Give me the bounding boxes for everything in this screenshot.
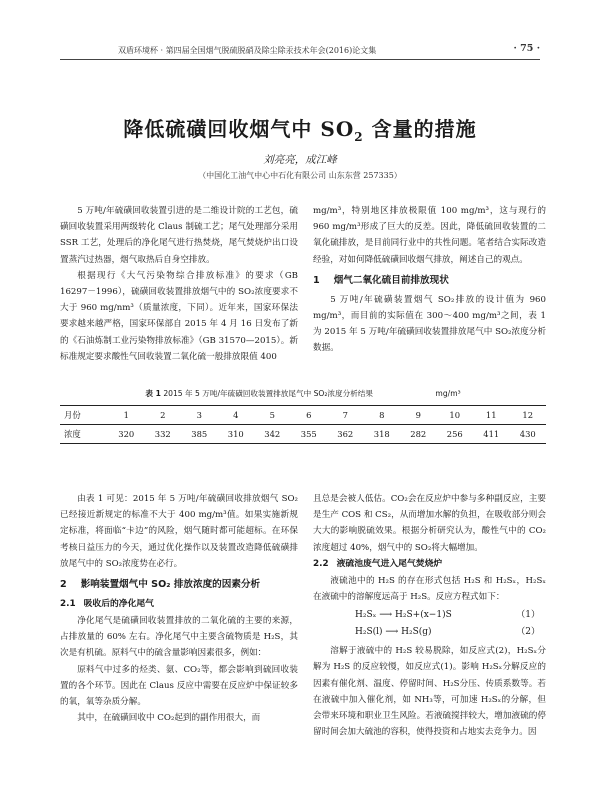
- paragraph: 净化尾气是硫磺回收装置排放的二氧化硫的主要的来源，占排放量的 60% 左右。净化尾气中主要含硫物质是 H₂S，其次是有机硫。原料气中的硫含量影响因素很多，例如：: [60, 616, 298, 659]
- paragraph: 其中，在硫磺回收中 CO₂起到的副作用很大，而: [77, 713, 261, 724]
- subsection-title: 液硫池废气进入尾气焚烧炉: [336, 558, 443, 569]
- section-number: 1: [313, 274, 320, 286]
- value-cell: 256: [446, 429, 463, 439]
- paper-title: [0, 113, 600, 144]
- month-cell: 9: [415, 410, 421, 420]
- equation-2: [313, 624, 546, 641]
- equation-number: （1）: [516, 610, 540, 621]
- page-number: · 75 ·: [513, 43, 540, 54]
- month-cell: 11: [485, 410, 497, 420]
- subsection-title: 吸收后的净化尾气: [83, 599, 154, 610]
- title-main: 降低硫磺回收烟气中 SO: [123, 117, 355, 141]
- title-subscript: 2: [354, 130, 364, 144]
- equation-expression: H₂Sₓ ⟶ H₂S+(x−1)S: [355, 610, 452, 621]
- value-cell: 320: [118, 429, 135, 439]
- value-cell: 362: [337, 429, 354, 439]
- title-tail: 含量的措施: [363, 117, 477, 141]
- header-rule: [60, 59, 540, 60]
- row-label-month: 月份: [64, 410, 81, 420]
- left-column-top: [60, 203, 298, 365]
- month-cell: 8: [379, 410, 385, 420]
- subsection-number: 2.2: [313, 558, 329, 569]
- affiliation: （中国化工油气中心中石化有限公司 山东东营 257335）: [198, 171, 402, 180]
- equation-expression: H₂S(l) ⟶ H₂S(g): [355, 627, 432, 638]
- section-title: 影响装置烟气中 SO₂ 排放浓度的因素分析: [80, 579, 261, 591]
- paragraph: 5 万吨/年硫磺装置烟气 SO₂排放的设计值为 960 mg/m³，而目前的实际值在 300～400 mg/m³之间，表 1 为 2015 年 5 万吨/年硫磺回收装置排放尾气中 SO₂浓度分析数据。: [313, 294, 546, 354]
- value-cell: 385: [191, 429, 208, 439]
- month-cell: 3: [196, 410, 202, 420]
- table-caption-text: 2015 年 5 万吨/年硫磺回收装置排放尾气中 SO₂浓度分析结果: [163, 389, 373, 398]
- paragraph: 液硫池中的 H₂S 的存在形式包括 H₂S 和 H₂Sₓ，H₂Sₓ在液硫中的溶解度远高于 H₂S。反应方程式如下：: [313, 575, 546, 603]
- authors: 刘亮亮，成江峰: [263, 154, 337, 166]
- paragraph: mg/m³，特别地区排放极限值 100 mg/m³，这与现行的 960 mg/m³形成了巨大的反差。因此，降低硫回收装置的二氧化硫排放，是目前同行业中的共性问题。笔者结合实际改造经验，对如何降低硫磺回收烟气排放，阐述自己的观点。: [313, 206, 546, 265]
- paragraph: 根据现行《大气污染物综合排放标准》的要求（GB 16297－1996），硫磺回收装置排放烟气中的 SO₂浓度要求不大于 960 mg/nm³（质量浓度，下同）。近年来，国家环保法要求越来越严格，国家环保部自 2015 年 4 月 16 日发布了新的《石油炼制工业污染物排放标准》（GB 31570—2015）。新标准规定要求酸性气回收装置二氧化硫一般排放限值 400: [60, 270, 298, 362]
- value-cell: 430: [519, 429, 536, 439]
- value-cell: 332: [154, 429, 171, 439]
- left-column-bottom: [60, 491, 298, 726]
- table-header-row: [60, 406, 546, 425]
- paragraph: 由表 1 可见：2015 年 5 万吨/年硫磺回收排放烟气 SO₂已经接近新规定的标准不大于 400 mg/m³值。如果实施新规定标准，将面临“卡边”的风险，烟气随时都可能超标。在环保考核日益压力的今天，通过优化操作以及装置改造降低硫磺排放尾气中的 SO₂浓度势在必行。: [60, 494, 298, 569]
- table-caption: [60, 388, 546, 399]
- month-cell: 4: [233, 410, 239, 420]
- subsection-heading-2-2: [313, 556, 546, 573]
- value-cell: 318: [373, 429, 390, 439]
- equation-number: （2）: [516, 627, 540, 638]
- paragraph: 溶解于液硫中的 H₂S 较易脱除，如反应式(2)，H₂Sₓ分解为 H₂S 的反应较慢，如反应式(1)。影响 H₂Sₓ分解反应的因素有催化剂、温度、停留时间、H₂S分压、传质系数等。若在液硫中加入催化剂，如 NH₃等，可加速 H₂Sₓ的分解，但会带来环境和职业卫生风险。若液硫搅拌较大，增加液硫的停留时间会加大硫池的容积，使得投资和占地实去竞争力。因: [313, 646, 546, 738]
- value-cell: 282: [410, 429, 427, 439]
- month-cell: 1: [123, 410, 129, 420]
- month-cell: 12: [522, 410, 534, 420]
- subsection-number: 2.1: [60, 599, 76, 610]
- running-header: [60, 42, 540, 58]
- month-cell: 10: [449, 410, 461, 420]
- equations: [313, 607, 546, 641]
- subsection-heading-2-1: [60, 596, 298, 613]
- month-cell: 6: [306, 410, 312, 420]
- month-cell: 5: [269, 410, 275, 420]
- right-column-bottom: [313, 491, 546, 740]
- table-unit: mg/m³: [435, 389, 461, 398]
- row-label-concentration: 浓度: [64, 429, 81, 439]
- value-cell: 310: [227, 429, 244, 439]
- section-heading-2: [60, 576, 298, 594]
- section-title: 烟气二氧化硫目前排放现状: [333, 274, 449, 286]
- section-number: 2: [60, 579, 67, 591]
- value-cell: 411: [483, 429, 500, 439]
- right-column-top: [313, 203, 546, 357]
- section-heading-1: [313, 272, 546, 290]
- table-label: 表 1: [145, 389, 161, 398]
- equation-1: [313, 607, 546, 624]
- value-cell: 342: [264, 429, 281, 439]
- journal-name: 双盾环境杯 · 第四届全国烟气脱硫脱硝及除尘除汞技术年会(2016)论文集: [118, 46, 377, 55]
- paragraph: 且总是会被人低估。CO₂会在反应炉中参与多种副反应，主要是生产 COS 和 CS₂，从而增加水解的负担，在吸收部分则会大大的影响脱硫效果。根据分析研究认为，酸性气中的 CO₂浓度超过 40%，烟气中的 SO₂将大幅增加。: [313, 494, 546, 553]
- paragraph: 原料气中过多的烃类、氨、CO₂等，都会影响到硫回收装置的各个环节。因此在 Claus 反应中需要在反应炉中保证较多的氧，氧等杂质分解。: [60, 664, 298, 708]
- month-cell: 7: [342, 410, 348, 420]
- table-row: [60, 425, 546, 444]
- data-table: [60, 405, 546, 444]
- paragraph: 5 万吨/年硫磺回收装置引进的是二维设计院的工艺包，硫磺回收装置采用两级转化 Claus 制硫工艺；尾气处理部分采用 SSR 工艺，处理后的净化尾气进行热焚烧，尾气焚烧炉出口设置蒸汽过热器，烟气取热后自身空排放。: [60, 206, 298, 265]
- month-cell: 2: [160, 410, 166, 420]
- value-cell: 355: [300, 429, 317, 439]
